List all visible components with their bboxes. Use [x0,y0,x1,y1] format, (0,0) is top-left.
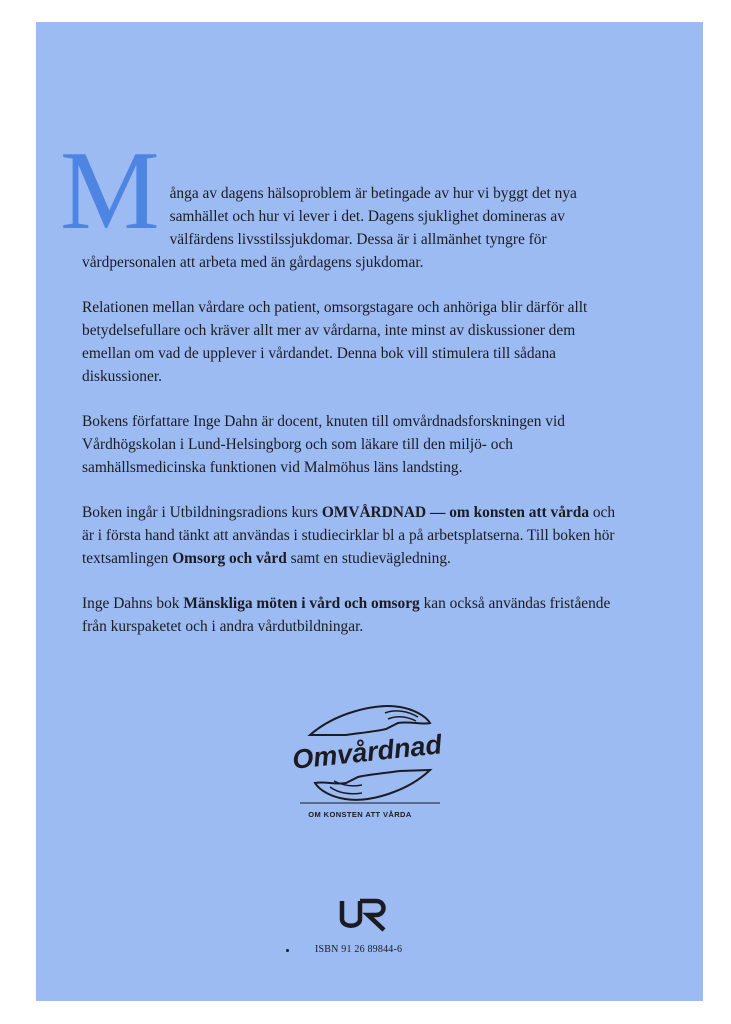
companion-book-title: Omsorg och vård [172,550,287,567]
blurb-text [60,129,622,660]
paragraph-1-text: ånga av dagens hälsoproblem är betingade av hur vi byggt det nya samhället och hur vi lever i det. Dagens sjuklighet domineras av välfärdens livsstilssjukdomar. Dessa är i allmänhet tyngre för vårdpersonalen att arbeta med än gårdagens sjukdomar. [82,185,577,271]
course-title: OMVÅRDNAD — om konsten att vårda [321,504,590,521]
paragraph-5-text-a: Inge Dahns bok [82,595,184,612]
paragraph-2: Relationen mellan vårdare och patient, omsorgstagare och anhöriga blir därför allt betydelsefullare och kräver allt mer av vårdarna, inte minst av diskussioner dem emellan om vad de upplever i vårdandet. Denna bok vill stimulera till sådana diskussioner. [82,299,588,385]
paragraph-5 [82,592,622,638]
book-title: Mänskliga möten i vård och omsorg [183,595,420,612]
logo-caption: OM KONSTEN ATT VÅRDA [308,810,412,819]
paragraph-4-text-c: och är i första hand tänkt att användas i studiecirklar bl a på arbetsplatserna. Till boken hör textsamlingen [82,504,616,567]
paragraph-3: Bokens författare Inge Dahn är docent, knuten till omvårdnadsforskningen vid Vårdhögskolan i Lund-Helsingborg och som läkare till den miljö- och samhällsmedicinska funktionen vid Malmöhus läns landsting. [82,413,565,476]
ur-publisher-icon [338,897,398,933]
hands-logo-icon [290,695,450,810]
dot-mark [286,949,289,952]
omvardnad-logo [290,695,450,825]
paragraph-4 [82,501,622,570]
paragraph-4-text-a: Boken ingår i Utbildningsradions kurs [82,504,322,521]
isbn: ISBN 91 26 89844-6 [315,944,403,955]
paragraph-4-text-e: samt en studievägledning. [286,550,451,567]
paragraph-1 [60,129,622,274]
ur-logo [338,897,398,933]
paragraph-5-text-c: kan också användas fristående från kurspaketet och i andra vårdutbildningar. [82,595,611,635]
logo-wordmark: Omvårdnad [290,729,444,775]
drop-cap: M [60,129,160,253]
